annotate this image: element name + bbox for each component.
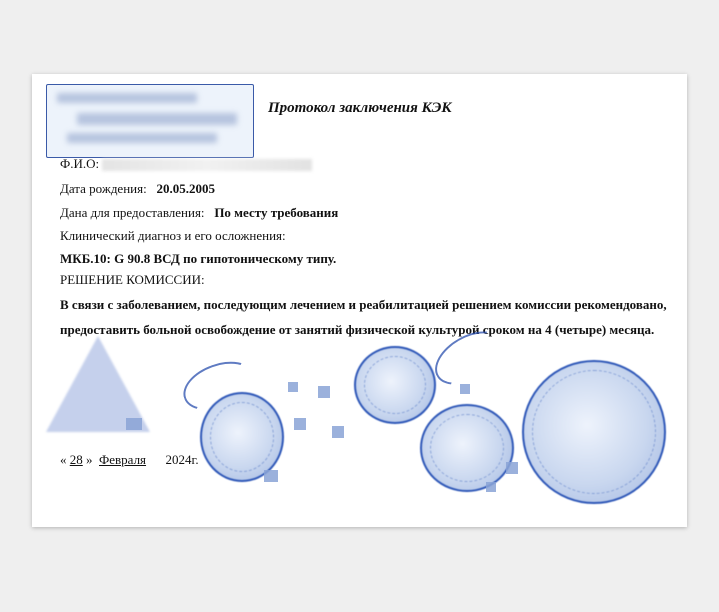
date-close-quote: » <box>86 452 93 467</box>
decision-label: РЕШЕНИЕ КОМИССИИ: <box>60 272 205 287</box>
pixel-block <box>288 382 298 392</box>
birth-label: Дата рождения: <box>60 181 147 196</box>
diagnosis-label: Клинический диагноз и его осложнения: <box>60 228 286 243</box>
date-open-quote: « <box>60 452 67 467</box>
date-line <box>60 452 199 468</box>
birth-value: 20.05.2005 <box>156 181 215 196</box>
round-seal-large <box>522 360 666 504</box>
pixel-block <box>318 386 330 398</box>
birth-line <box>60 181 215 197</box>
decision-text: В связи с заболеванием, последующим лечением и реабилитацией решением комиссии рекомендовано, предоставить больной освобождение от занятий физической культурой сроком на 4 (четыре) месяца. <box>60 297 667 337</box>
provided-value: По месту требования <box>214 205 339 220</box>
date-day: 28 <box>69 452 83 467</box>
fio-line <box>60 156 312 172</box>
date-year: 2024г. <box>165 452 199 467</box>
pixel-block <box>506 462 518 474</box>
provided-label: Дана для предоставления: <box>60 205 205 220</box>
clinic-corner-stamp <box>46 84 254 158</box>
date-month: Февраля <box>99 452 147 467</box>
round-seal-middle <box>420 404 514 492</box>
diagnosis-value: МКБ.10: G 90.8 ВСД по гипотоническому типу. <box>60 251 337 266</box>
round-seal-top <box>354 346 436 424</box>
pixel-block <box>264 470 278 482</box>
document-sheet <box>32 74 687 527</box>
document-title: Протокол заключения КЭК <box>268 100 452 116</box>
pixel-block <box>294 418 306 430</box>
pixel-block <box>126 418 142 430</box>
provided-line <box>60 205 338 221</box>
pixel-block <box>332 426 344 438</box>
fio-redacted <box>102 159 312 171</box>
pixel-block <box>486 482 496 492</box>
pixel-block <box>460 384 470 394</box>
fio-label: Ф.И.О: <box>60 156 100 171</box>
